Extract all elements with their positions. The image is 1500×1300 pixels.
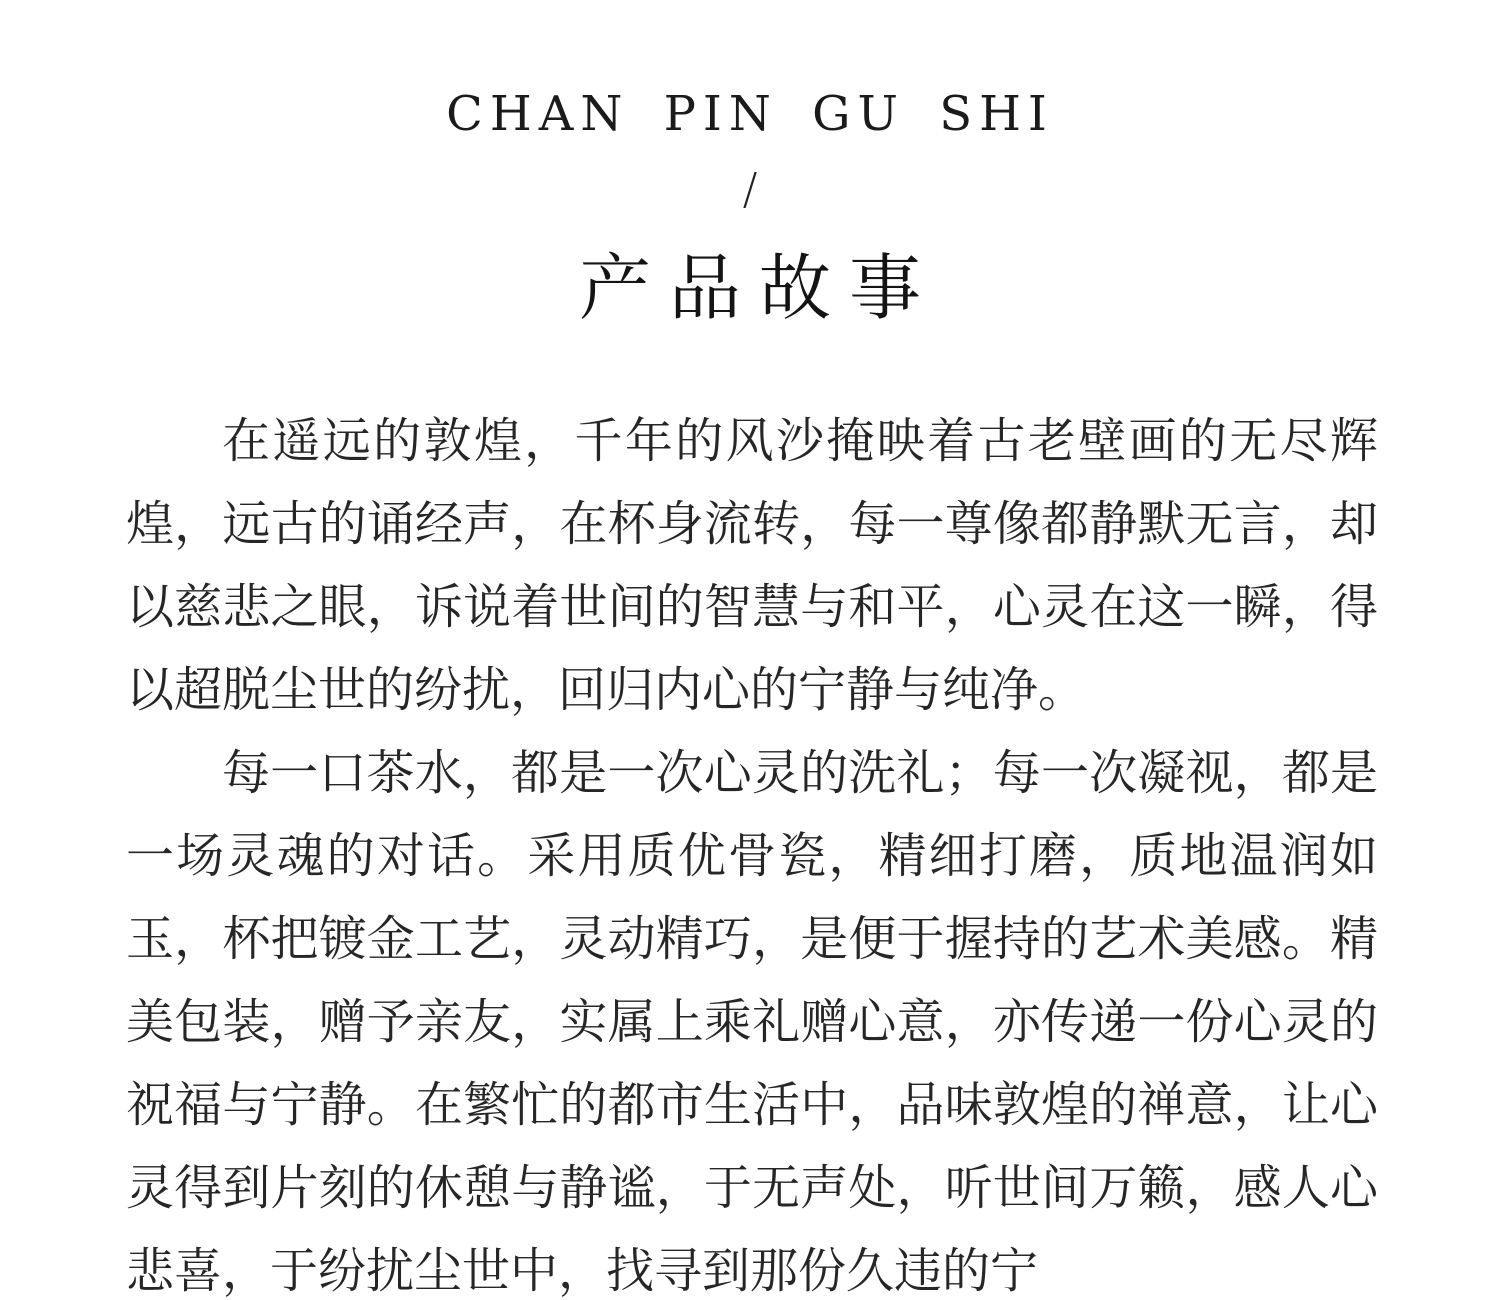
story-paragraph-2: 每一口茶水，都是一次心灵的洗礼；每一次凝视，都是一场灵魂的对话。采用质优骨瓷，精细打磨，质地温润如玉，杯把镀金工艺，灵动精巧，是便于握持的艺术美感。精美包装，赠予亲友，实属上乘礼赠心意，亦传递一份心灵的祝福与宁静。在繁忙的都市生活中，品味敦煌的禅意，让心灵得到片刻的休憩与静谧，于无声处，听世间万籁，感人心悲喜，于纷扰尘世中，找寻到那份久违的宁 xyxy=(126,745,1378,1299)
story-paragraph-1: 在遥远的敦煌，千年的风沙掩映着古老壁画的无尽辉煌，远古的诵经声，在杯身流转，每一尊像都静默无言，却以慈悲之眼，诉说着世间的智慧与和平，心灵在这一瞬，得以超脱尘世的纷扰，回归内心的宁静与纯净。 xyxy=(126,413,1378,718)
story-body xyxy=(126,400,1378,1300)
heading-divider-slash: / xyxy=(742,164,758,215)
page-title: 产品故事 xyxy=(578,246,939,330)
pinyin-heading: CHAN PIN GU SHI xyxy=(446,86,1054,142)
